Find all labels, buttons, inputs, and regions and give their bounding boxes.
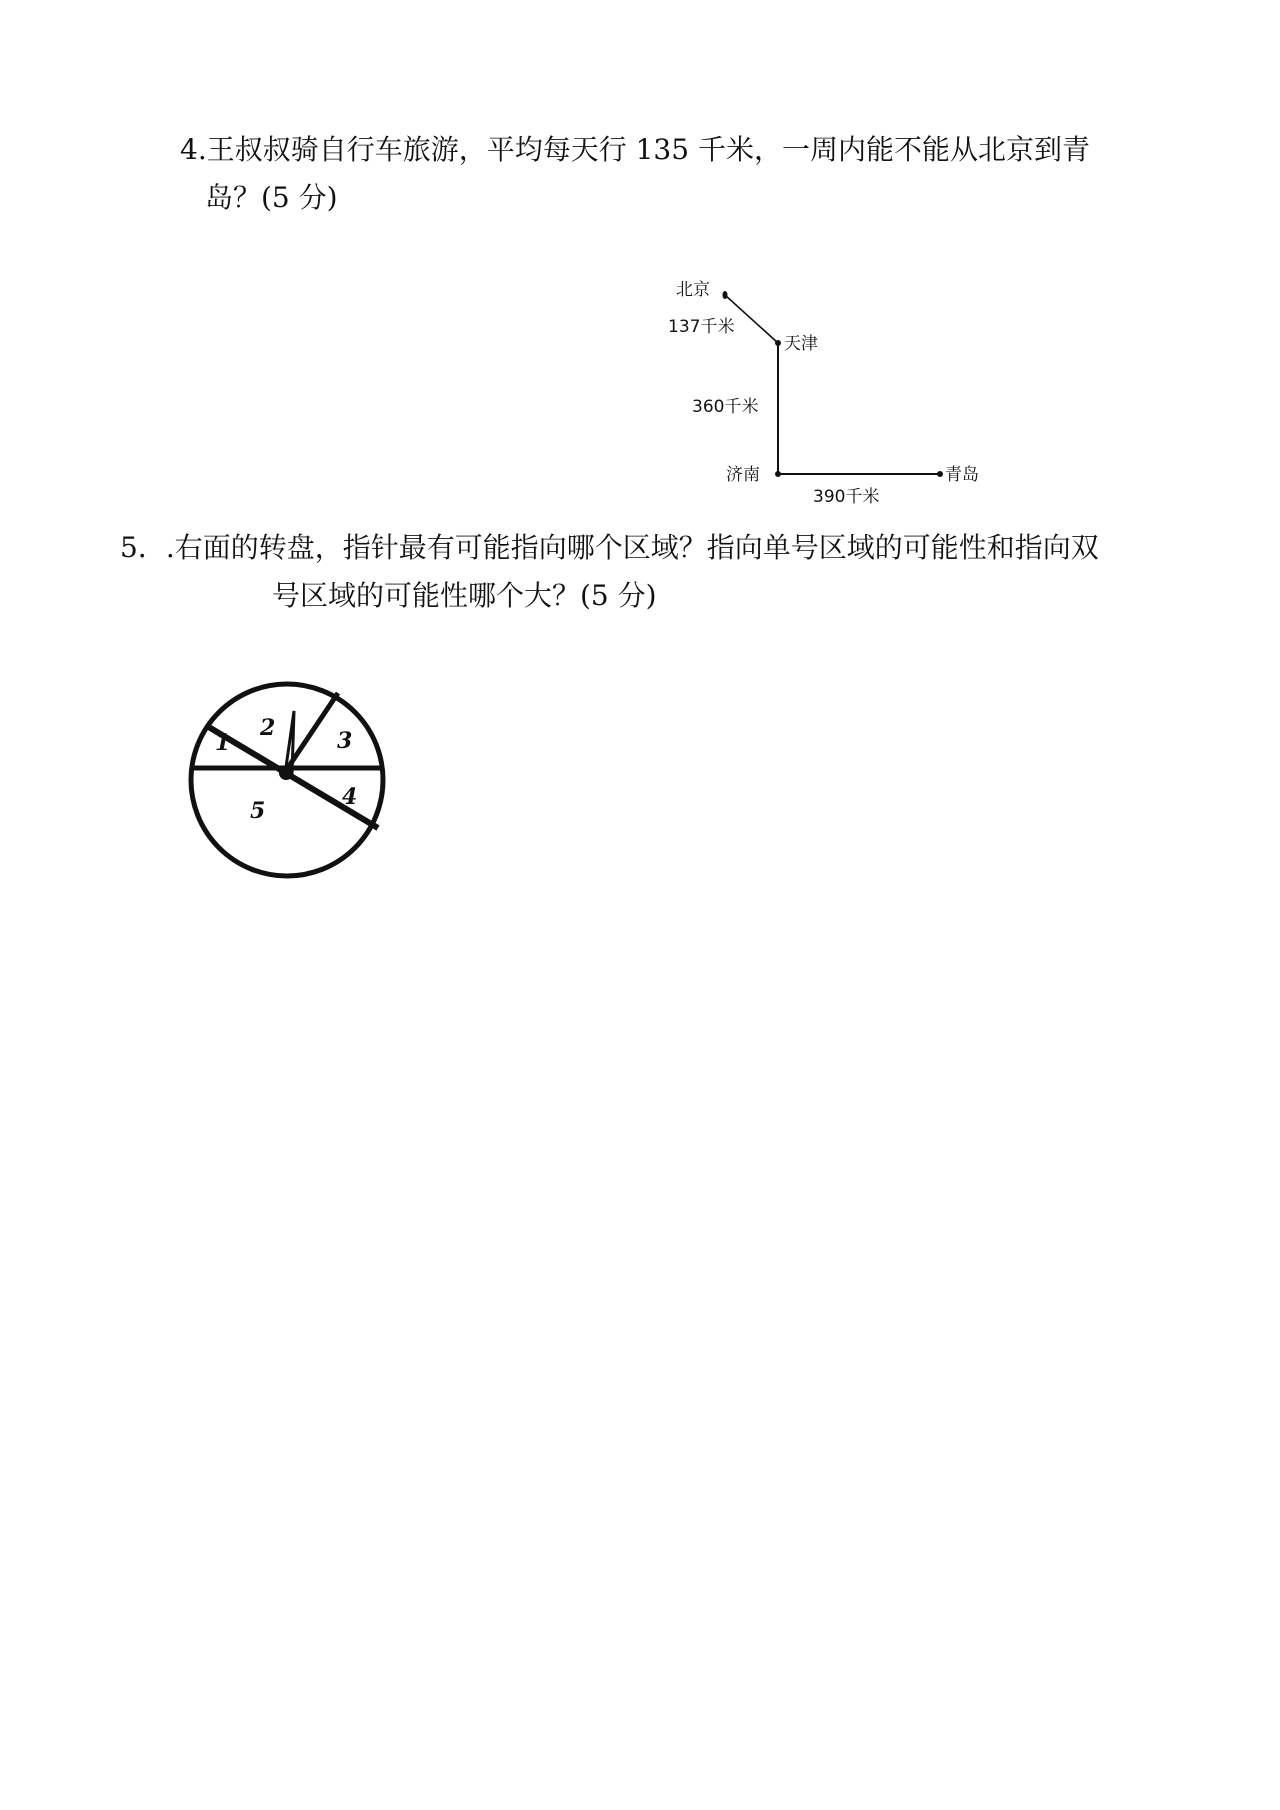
city-label-qingdao: 青岛 [945,465,979,485]
spinner-region-label: 5 [250,798,266,824]
question-4-text: 4.王叔叔骑自行车旅游，平均每天行 135 千米，一周内能不能从北京到青 [180,133,1090,166]
qingdao-point [937,471,943,477]
spinner-region-label: 4 [342,784,358,810]
jinan-point [775,471,781,477]
spinner-center-pin [279,766,293,780]
distance-label-tianjin-jinan: 360千米 [692,397,759,417]
distance-label-beijing-tianjin: 137千米 [668,317,735,337]
question-4-text-continued: 岛？(5 分) [205,181,338,214]
city-label-jinan: 济南 [726,465,760,485]
spinner-diagram [182,680,392,880]
city-label-tianjin: 天津 [784,334,818,354]
spinner-rim [191,684,383,876]
beijing-point [723,291,728,299]
distance-label-jinan-qingdao: 390千米 [813,487,880,507]
tianjin-point [775,340,781,346]
city-label-beijing: 北京 [676,280,710,300]
question-5-text-continued: 号区域的可能性哪个大？(5 分) [272,579,657,612]
route-map-diagram [660,266,1000,516]
question-5-text: 5．.右面的转盘，指针最有可能指向哪个区域？指向单号区域的可能性和指向双 [120,531,1099,564]
spinner-region-label: 3 [337,728,353,754]
spinner-region-label: 2 [260,715,276,741]
spinner-region-label: 1 [215,730,231,756]
